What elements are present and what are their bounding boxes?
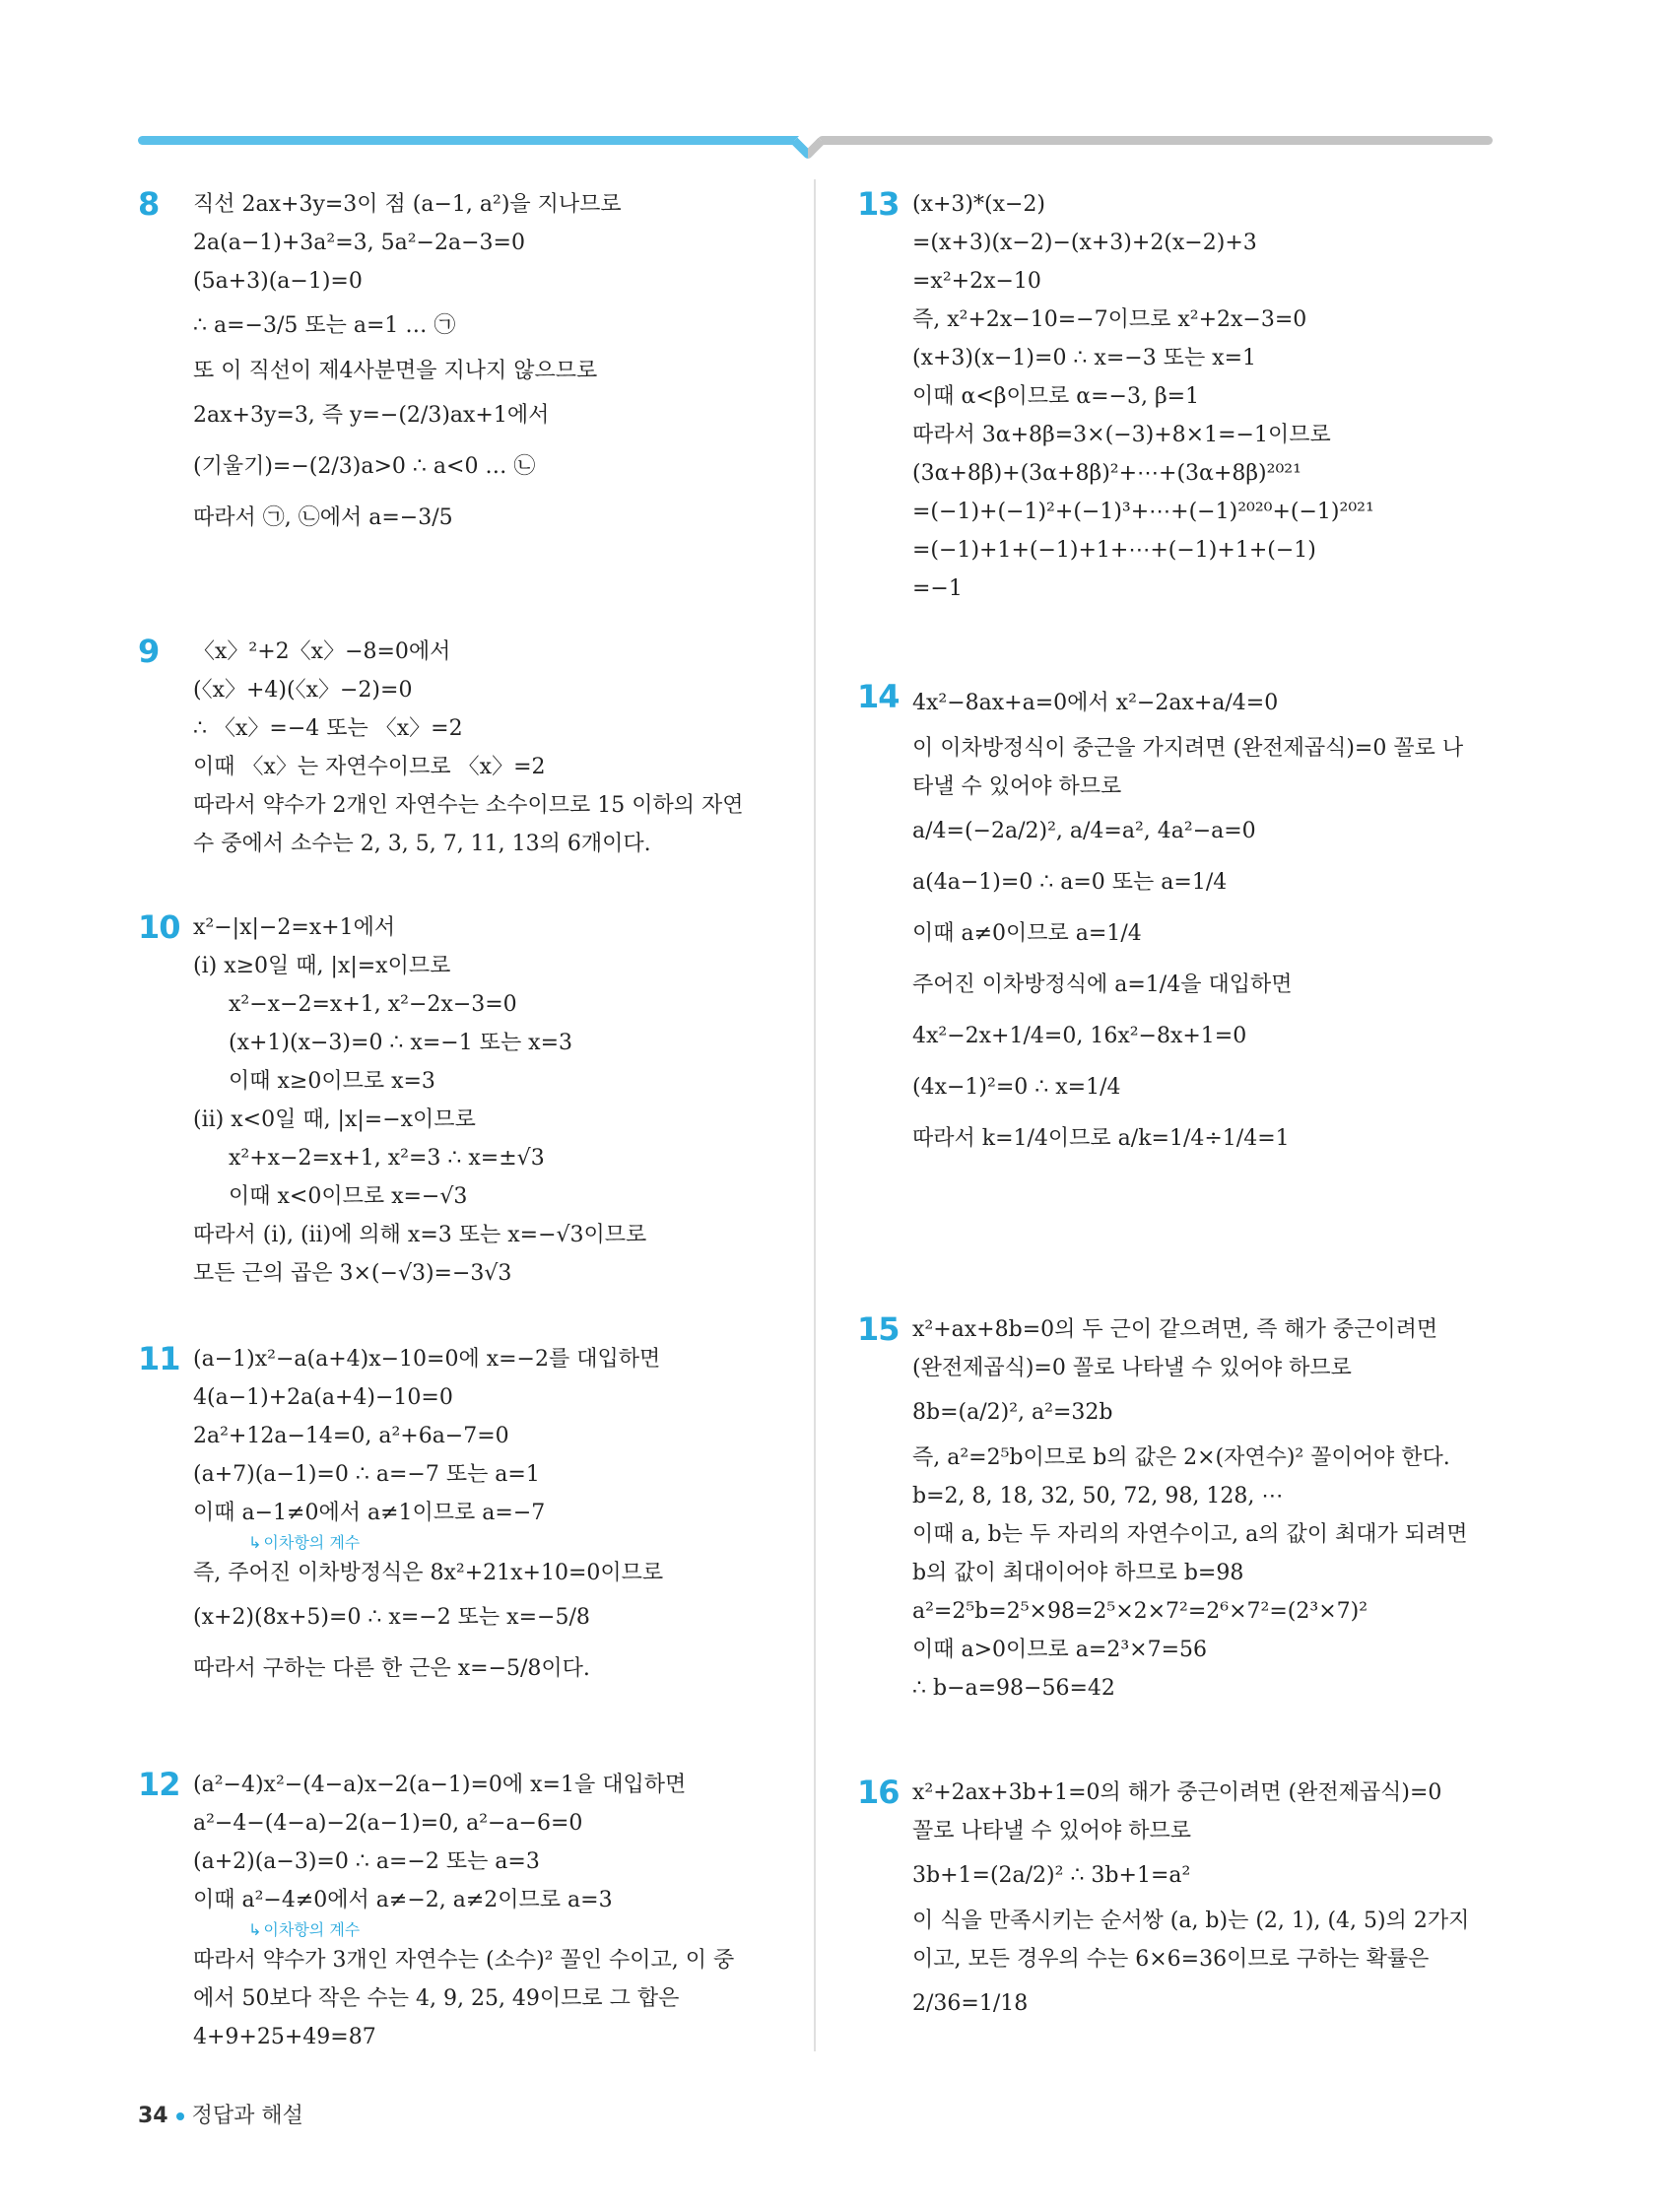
- solution-line: 또 이 직선이 제4사분면을 지나지 않으므로: [193, 359, 598, 383]
- header-notch: [791, 127, 825, 161]
- solution-line: =(−1)+(−1)²+(−1)³+⋯+(−1)²⁰²⁰+(−1)²⁰²¹: [912, 500, 1374, 524]
- solution-line: 4(a−1)+2a(a+4)−10=0: [193, 1385, 453, 1410]
- solution-line: 이 이차방정식이 중근을 가지려면 (완전제곱식)=0 꼴로 나: [912, 736, 1464, 761]
- solution-line: a(4a−1)=0 ∴ a=0 또는 a=1/4: [912, 870, 1228, 895]
- solution-line: (기울기)=−(2/3)a>0 ∴ a<0 … ㉡: [193, 454, 536, 479]
- page-number: 34: [138, 2104, 168, 2128]
- solution-line: x²−x−2=x+1, x²−2x−3=0: [229, 992, 517, 1017]
- solution-line: 이때 x≥0이므로 x=3: [229, 1069, 435, 1094]
- solution-line: (a+2)(a−3)=0 ∴ a=−2 또는 a=3: [193, 1849, 540, 1874]
- solution-line: =−1: [912, 576, 963, 601]
- solution-line: 3b+1=(2a/2)² ∴ 3b+1=a²: [912, 1863, 1191, 1888]
- problem-number: 15: [857, 1310, 900, 1348]
- solution-line: 따라서 (ⅰ), (ⅱ)에 의해 x=3 또는 x=−√3이므로: [193, 1223, 647, 1247]
- solution-line: x²−|x|−2=x+1에서: [193, 915, 396, 940]
- solution-line: 따라서 ㉠, ㉡에서 a=−3/5: [193, 505, 453, 530]
- solution-line: (〈x〉+4)(〈x〉−2)=0: [193, 678, 413, 703]
- solution-line: 직선 2ax+3y=3이 점 (a−1, a²)을 지나므로: [193, 192, 622, 217]
- solution-line: 따라서 k=1/4이므로 a/k=1/4÷1/4=1: [912, 1126, 1290, 1151]
- solution-line: 8b=(a/2)², a²=32b: [912, 1400, 1113, 1425]
- solution-line: a/4=(−2a/2)², a/4=a², 4a²−a=0: [912, 819, 1256, 843]
- problem-number: 10: [138, 908, 180, 946]
- problem-number: 13: [857, 185, 900, 223]
- solution-line: 꼴로 나타낼 수 있어야 하므로: [912, 1819, 1191, 1843]
- solution-line: (ⅰ) x≥0일 때, |x|=x이므로: [193, 954, 451, 978]
- problem-number: 11: [138, 1340, 180, 1377]
- solution-line: 2ax+3y=3, 즉 y=−(2/3)ax+1에서: [193, 403, 550, 428]
- solution-line: (x+3)(x−1)=0 ∴ x=−3 또는 x=1: [912, 346, 1257, 370]
- solution-line: 이고, 모든 경우의 수는 6×6=36이므로 구하는 확률은: [912, 1947, 1430, 1972]
- solution-line: ∴ b−a=98−56=42: [912, 1676, 1115, 1701]
- solution-line: 4x²−8ax+a=0에서 x²−2ax+a/4=0: [912, 691, 1279, 715]
- solution-line: (a²−4)x²−(4−a)x−2(a−1)=0에 x=1을 대입하면: [193, 1773, 687, 1797]
- bullet-icon: [176, 2112, 184, 2120]
- problem-number: 16: [857, 1774, 900, 1811]
- problem-number: 9: [138, 633, 160, 670]
- solution-line: =(−1)+1+(−1)+1+⋯+(−1)+1+(−1): [912, 538, 1316, 563]
- solution-line: b=2, 8, 18, 32, 50, 72, 98, 128, ⋯: [912, 1484, 1284, 1508]
- solution-line: 4x²−2x+1/4=0, 16x²−8x+1=0: [912, 1024, 1247, 1048]
- solution-line: (ⅱ) x<0일 때, |x|=−x이므로: [193, 1107, 476, 1132]
- column-divider: [814, 179, 816, 2051]
- solution-line: (x+2)(8x+5)=0 ∴ x=−2 또는 x=−5/8: [193, 1605, 590, 1630]
- solution-line: (x+3)*(x−2): [912, 192, 1046, 217]
- solution-line: 이때 a≠0이므로 a=1/4: [912, 921, 1142, 946]
- solution-line: (x+1)(x−3)=0 ∴ x=−1 또는 x=3: [229, 1031, 573, 1055]
- solution-line: 2a²+12a−14=0, a²+6a−7=0: [193, 1424, 509, 1448]
- solution-line: 즉, x²+2x−10=−7이므로 x²+2x−3=0: [912, 307, 1307, 332]
- solution-line: 이때 a−1≠0에서 a≠1이므로 a=−7: [193, 1501, 546, 1525]
- page-footer: [138, 2099, 303, 2129]
- problem-number: 14: [857, 678, 900, 715]
- solution-line: 이 식을 만족시키는 순서쌍 (a, b)는 (2, 1), (4, 5)의 2가지: [912, 1909, 1470, 1933]
- solution-line: 이때 α<β이므로 α=−3, β=1: [912, 384, 1200, 409]
- solution-line: 따라서 약수가 3개인 자연수는 (소수)² 꼴인 수이고, 이 중: [193, 1948, 735, 1973]
- footer-title: 정답과 해설: [191, 2104, 303, 2128]
- annotation-note: ↳ 이차항의 계수: [193, 1919, 734, 1941]
- header-bar-left: [138, 136, 808, 145]
- solution-line: ∴ a=−3/5 또는 a=1 … ㉠: [193, 313, 456, 338]
- solution-line: a²−4−(4−a)−2(a−1)=0, a²−a−6=0: [193, 1811, 583, 1836]
- solution-line: x²+ax+8b=0의 두 근이 같으려면, 즉 해가 중근이려면: [912, 1317, 1438, 1342]
- solution-line: (완전제곱식)=0 꼴로 나타낼 수 있어야 하므로: [912, 1356, 1352, 1380]
- solution-line: (4x−1)²=0 ∴ x=1/4: [912, 1075, 1121, 1100]
- solution-line: 이때 a, b는 두 자리의 자연수이고, a의 값이 최대가 되려면: [912, 1522, 1468, 1547]
- solution-line: (5a+3)(a−1)=0: [193, 269, 363, 294]
- annotation-note: ↳ 이차항의 계수: [193, 1532, 663, 1554]
- solution-line: 이때 a²−4≠0에서 a≠−2, a≠2이므로 a=3: [193, 1888, 613, 1912]
- solution-line: ∴ 〈x〉=−4 또는 〈x〉=2: [193, 716, 463, 741]
- solution-line: =(x+3)(x−2)−(x+3)+2(x−2)+3: [912, 231, 1257, 255]
- solution-line: (a−1)x²−a(a+4)x−10=0에 x=−2를 대입하면: [193, 1347, 661, 1372]
- solution-line: =x²+2x−10: [912, 269, 1041, 294]
- solution-line: 에서 50보다 작은 수는 4, 9, 25, 49이므로 그 합은: [193, 1986, 680, 2011]
- problem-number: 8: [138, 185, 160, 223]
- solution-line: b의 값이 최대이어야 하므로 b=98: [912, 1561, 1244, 1585]
- solution-line: (3α+8β)+(3α+8β)²+⋯+(3α+8β)²⁰²¹: [912, 461, 1301, 486]
- problem-number: 12: [138, 1766, 180, 1803]
- solution-line: a²=2⁵b=2⁵×98=2⁵×2×7²=2⁶×7²=(2³×7)²: [912, 1599, 1368, 1624]
- solution-line: 따라서 3α+8β=3×(−3)+8×1=−1이므로: [912, 423, 1331, 447]
- header-bar-right: [818, 136, 1493, 145]
- solution-line: 4+9+25+49=87: [193, 2025, 376, 2049]
- solution-line: 즉, 주어진 이차방정식은 8x²+21x+10=0이므로: [193, 1561, 664, 1585]
- solution-line: 주어진 이차방정식에 a=1/4을 대입하면: [912, 972, 1293, 997]
- solution-line: 타낼 수 있어야 하므로: [912, 774, 1122, 799]
- solution-line: x²+x−2=x+1, x²=3 ∴ x=±√3: [229, 1146, 545, 1171]
- solution-line: 이때 〈x〉는 자연수이므로 〈x〉=2: [193, 755, 546, 779]
- solution-line: 2/36=1/18: [912, 1991, 1029, 2016]
- solution-line: 즉, a²=2⁵b이므로 b의 값은 2×(자연수)² 꼴이어야 한다.: [912, 1445, 1450, 1470]
- solution-line: 따라서 구하는 다른 한 근은 x=−5/8이다.: [193, 1656, 590, 1681]
- solution-line: 모든 근의 곱은 3×(−√3)=−3√3: [193, 1261, 512, 1286]
- solution-line: (a+7)(a−1)=0 ∴ a=−7 또는 a=1: [193, 1462, 540, 1487]
- solution-line: x²+2ax+3b+1=0의 해가 중근이려면 (완전제곱식)=0: [912, 1780, 1442, 1805]
- solution-line: 이때 a>0이므로 a=2³×7=56: [912, 1638, 1208, 1662]
- solution-line: 따라서 약수가 2개인 자연수는 소수이므로 15 이하의 자연: [193, 793, 744, 818]
- solution-line: 〈x〉²+2〈x〉−8=0에서: [193, 639, 451, 664]
- solution-line: 이때 x<0이므로 x=−√3: [229, 1184, 468, 1209]
- solution-line: 수 중에서 소수는 2, 3, 5, 7, 11, 13의 6개이다.: [193, 832, 651, 856]
- solution-line: 2a(a−1)+3a²=3, 5a²−2a−3=0: [193, 231, 525, 255]
